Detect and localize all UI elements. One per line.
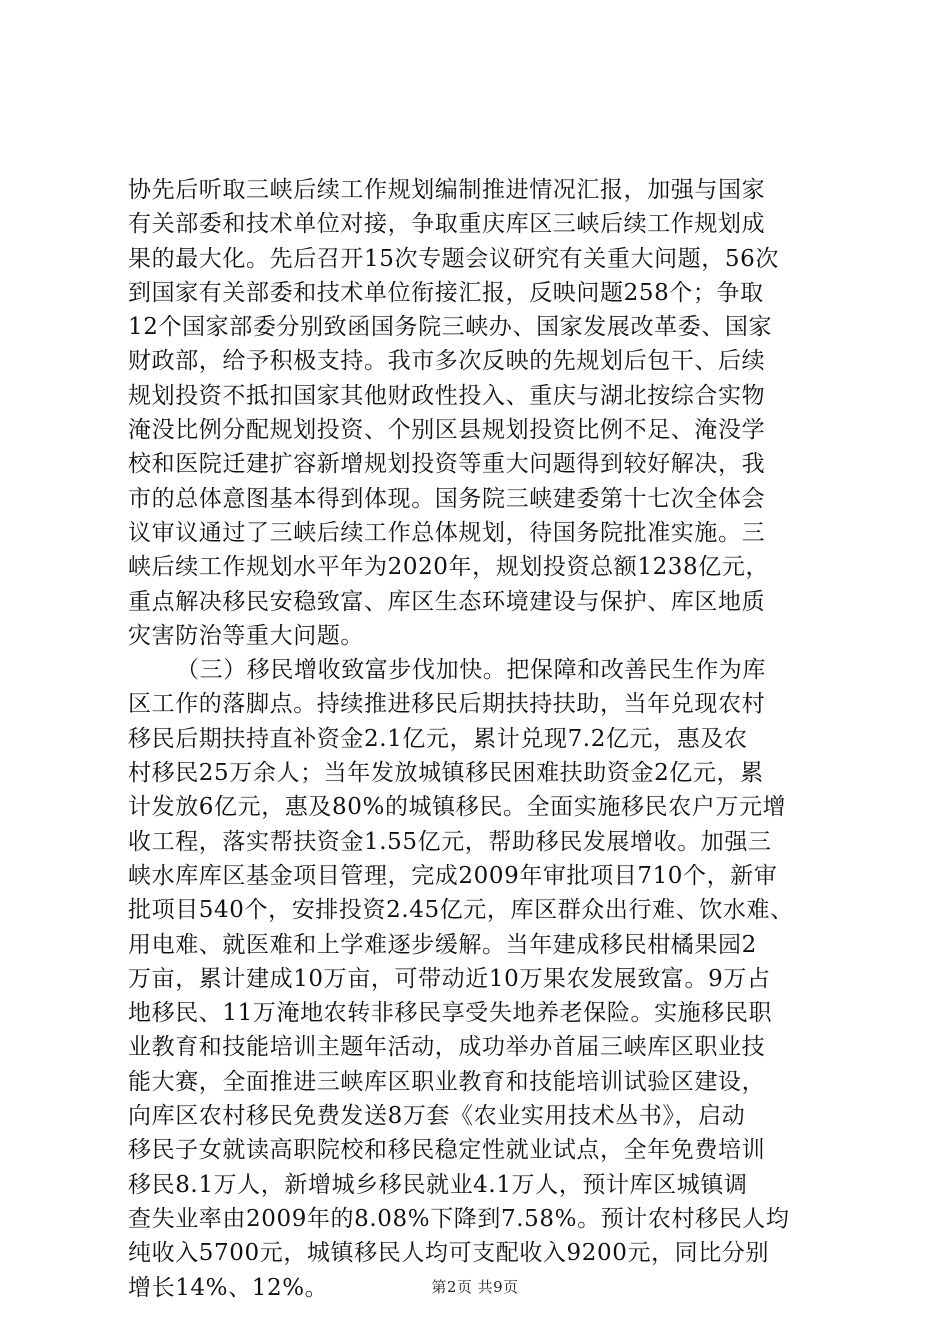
text-line: 峡水库库区基金项目管理，完成2009年审批项目710个，新审 [128,862,778,889]
page-number-footer: 第2页 共9页 [431,1278,519,1296]
text-line: 向库区农村移民免费发送8万套《农业实用技术丛书》，启动 [128,1103,746,1130]
text-line: 纯收入5700元，城镇移民人均可支配收入9200元，同比分别 [128,1240,770,1267]
text-line: 峡后续工作规划水平年为2020年，规划投资总额1238亿元， [128,554,770,581]
text-line: 收工程，落实帮扶资金1.55亿元，帮助移民发展增收。加强三 [128,828,772,855]
text-line: 批项目540个，安排投资2.45亿元，库区群众出行难、饮水难、 [128,897,794,924]
text-line: 能大赛，全面推进三峡库区职业教育和技能培训试验区建设， [128,1068,766,1095]
text-line: 万亩，累计建成10万亩，可带动近10万果农发展致富。9万占 [128,965,771,992]
text-line: 计发放6亿元，惠及80%的城镇移民。全面实施移民农户万元增 [128,794,787,821]
text-line: 移民后期扶持直补资金2.1亿元，累计兑现7.2亿元，惠及农 [128,725,748,752]
body-text [128,173,828,1305]
text-line: 村移民25万余人；当年发放城镇移民困难扶助资金2亿元，累 [128,760,764,787]
text-line: 校和医院迁建扩容新增规划投资等重大问题得到较好解决，我 [128,451,766,478]
text-line: 到国家有关部委和技术单位衔接汇报，反映问题258个；争取 [128,279,764,306]
text-line: 地移民、11万淹地农转非移民享受失地养老保险。实施移民职 [128,1000,773,1027]
text-line: 业教育和技能培训主题年活动，成功举办首届三峡库区职业技 [128,1034,766,1061]
text-line: 用电难、就医难和上学难逐步缓解。当年建成移民柑橘果园2 [128,931,757,958]
section-heading-line: （三）移民增收致富步伐加快。把保障和改善民生作为库 [176,657,766,684]
text-line: 增长14%、12%。 [128,1274,329,1301]
text-line: 有关部委和技术单位对接，争取重庆库区三峡后续工作规划成 [128,211,766,238]
text-line: 重点解决移民安稳致富、库区生态环境建设与保护、库区地质 [128,588,766,615]
text-line: 移民8.1万人，新增城乡移民就业4.1万人，预计库区城镇调 [128,1171,748,1198]
text-line: 规划投资不抵扣国家其他财政性投入、重庆与湖北按综合实物 [128,382,766,409]
text-line: 查失业率由2009年的8.08%下降到7.58%。预计农村移民人均 [128,1205,790,1232]
text-line: 区工作的落脚点。持续推进移民后期扶持扶助，当年兑现农村 [128,691,766,718]
text-line: 财政部，给予积极支持。我市多次反映的先规划后包干、后续 [128,348,766,375]
text-line: 果的最大化。先后召开15次专题会议研究有关重大问题，56次 [128,245,779,272]
text-line: 灾害防治等重大问题。 [128,622,364,649]
text-line: 移民子女就读高职院校和移民稳定性就业试点，全年免费培训 [128,1137,766,1164]
text-line: 市的总体意图基本得到体现。国务院三峡建委第十七次全体会 [128,485,766,512]
text-line: 协先后听取三峡后续工作规划编制推进情况汇报，加强与国家 [128,177,766,203]
text-line: 议审议通过了三峡后续工作总体规划，待国务院批准实施。三 [128,519,766,546]
text-line: 12个国家部委分别致函国务院三峡办、国家发展改革委、国家 [128,314,773,341]
text-line: 淹没比例分配规划投资、个别区县规划投资比例不足、淹没学 [128,417,766,444]
